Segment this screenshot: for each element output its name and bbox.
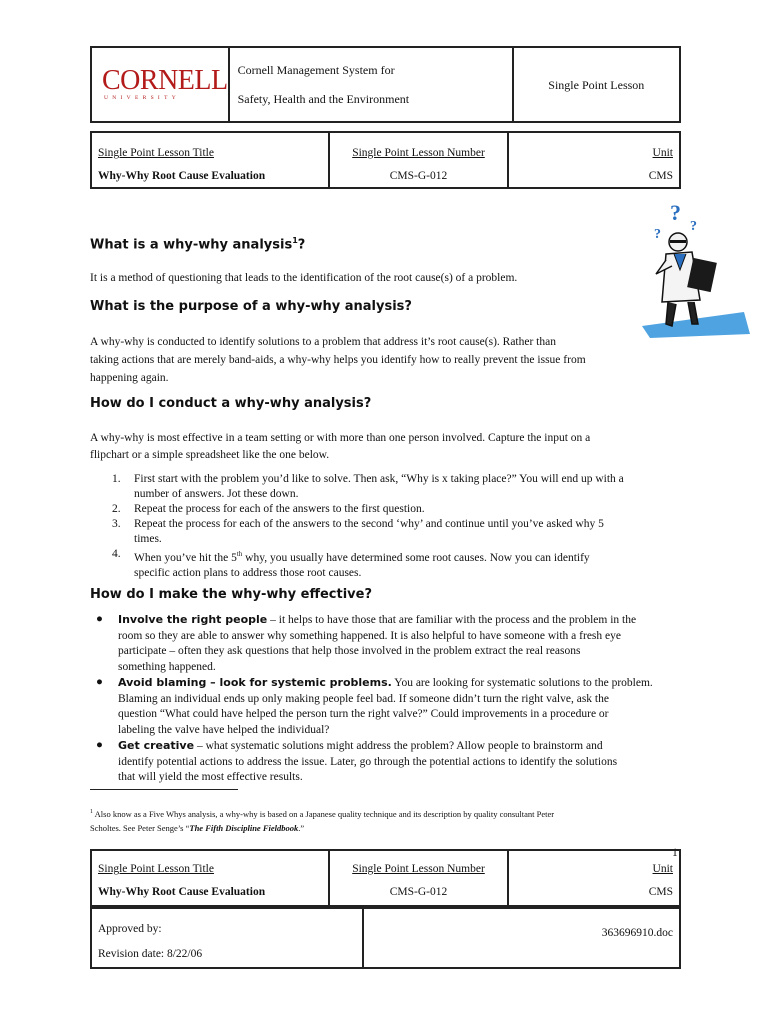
title-value: Why-Why Root Cause Evaluation: [98, 170, 266, 182]
doc-type-cell: [513, 47, 680, 122]
footer-approval-table: [90, 907, 681, 969]
bullet-icon: ●: [96, 676, 103, 688]
svg-text:?: ?: [690, 219, 697, 234]
unit-label: Unit: [652, 147, 673, 159]
filename: 363696910.doc: [601, 927, 673, 939]
svg-text:?: ?: [670, 200, 681, 225]
footnote: $^1$ Also know as a Five Whys analysis, a why-why is based on a Japanese quality technique and its description by quality consultant Peter Scholtes. See Peter Senge’s “The Fifth Discipline Fieldbook.”: [90, 808, 555, 833]
svg-text:?: ?: [654, 227, 661, 242]
number-cell: [329, 132, 508, 188]
section-2-body: A why-why is conducted to identify solutions to a problem that address it’s root cause(s). Rather than taking actions that are merely band-aids, a why-why helps you identify how to really prevent the issue from happening again.: [90, 336, 586, 384]
list-item: 2. Repeat the process for each of the answers to the first question.: [112, 503, 425, 515]
title-label: Single Point Lesson Title: [98, 147, 214, 159]
system-cell: [229, 47, 513, 122]
approval-cell: [91, 908, 363, 968]
section-1-body: It is a method of questioning that leads to the identification of the root cause(s) of a problem.: [90, 272, 518, 284]
section-2-heading: What is the purpose of a why-why analysis?: [90, 299, 412, 314]
header-table: [90, 46, 681, 123]
bullet-icon: ●: [96, 739, 103, 751]
bullet-icon: ●: [96, 613, 103, 625]
list-item: 1. First start with the problem you’d like to solve. Then ask, “Why is x taking place?” You will end up with a number of answers. Jot these down.: [112, 473, 624, 500]
footer-unit-cell: Unit CMS: [508, 850, 680, 906]
section-4-heading: How do I make the why-why effective?: [90, 587, 373, 602]
title-cell: [91, 132, 329, 188]
cornell-logo: CORNELL UNIVERSITY: [102, 64, 228, 101]
tips-list: [90, 612, 690, 786]
footer-title-table: [90, 849, 681, 907]
footer-number-cell: Single Point Lesson Number CMS-G-012: [329, 850, 508, 906]
doc-type: Single Point Lesson: [548, 77, 645, 92]
number-label: Single Point Lesson Number: [352, 147, 485, 159]
list-item: ● Get creative – what systematic solutions might address the problem? Allow people to brainstorm and identify potential actions to address the issue. Later, go through the potential actions to identify the solutions that will yield the most effective results.: [96, 739, 618, 783]
list-item: 4. When you’ve hit the 5th why, you usually have determined some root causes. Now you can identify specific action plans to address those root causes.: [112, 548, 590, 579]
unit-cell: [508, 132, 680, 188]
list-item: 3. Repeat the process for each of the answers to the second ‘why’ and continue until you’ve asked why 5 times.: [112, 518, 604, 545]
footnote-divider: [90, 789, 238, 790]
section-3-heading: How do I conduct a why-why analysis?: [90, 396, 372, 411]
page-number: 1: [672, 847, 678, 859]
steps-list: [90, 472, 690, 581]
unit-value: CMS: [648, 170, 673, 182]
section-3-body: A why-why is most effective in a team setting or with more than one person involved. Capture the input on a flipchart or a simple spreadsheet like the one below.: [90, 432, 591, 461]
system-line-1: Cornell Management System for: [237, 62, 395, 77]
list-item: ● Involve the right people – it helps to have those that are familiar with the process and the problem in the room so they are able to answer why something happened. It is also helpful to have someone with a fresh eye participate – often they ask questions that help those involved in the problem extract the real reasons something happened.: [96, 613, 637, 673]
system-line-2: Safety, Health and the Environment: [237, 91, 410, 106]
filename-cell: [363, 908, 680, 968]
logo-cell: [91, 47, 229, 122]
approved-by-label: Approved by:: [98, 923, 162, 935]
number-value: CMS-G-012: [389, 170, 448, 182]
footer-title-cell: Single Point Lesson Title Why-Why Root Cause Evaluation: [91, 850, 329, 906]
revision-date: Revision date: 8/22/06: [98, 948, 203, 960]
title-table: [90, 131, 681, 189]
list-item: ● Avoid blaming – look for systemic problems. You are looking for systematic solutions to the problem. Blaming an individual ends up only making people feel bad. If someone didn’t turn the right valve, ask the question “What could have helped the person turn the right valve?” Could improvements in a procedure or labeling the valve have helped the individual?: [96, 676, 653, 736]
thinking-scientist-icon: [640, 200, 752, 340]
section-1-heading: What is a why-why analysis$^1$?: [90, 236, 306, 253]
